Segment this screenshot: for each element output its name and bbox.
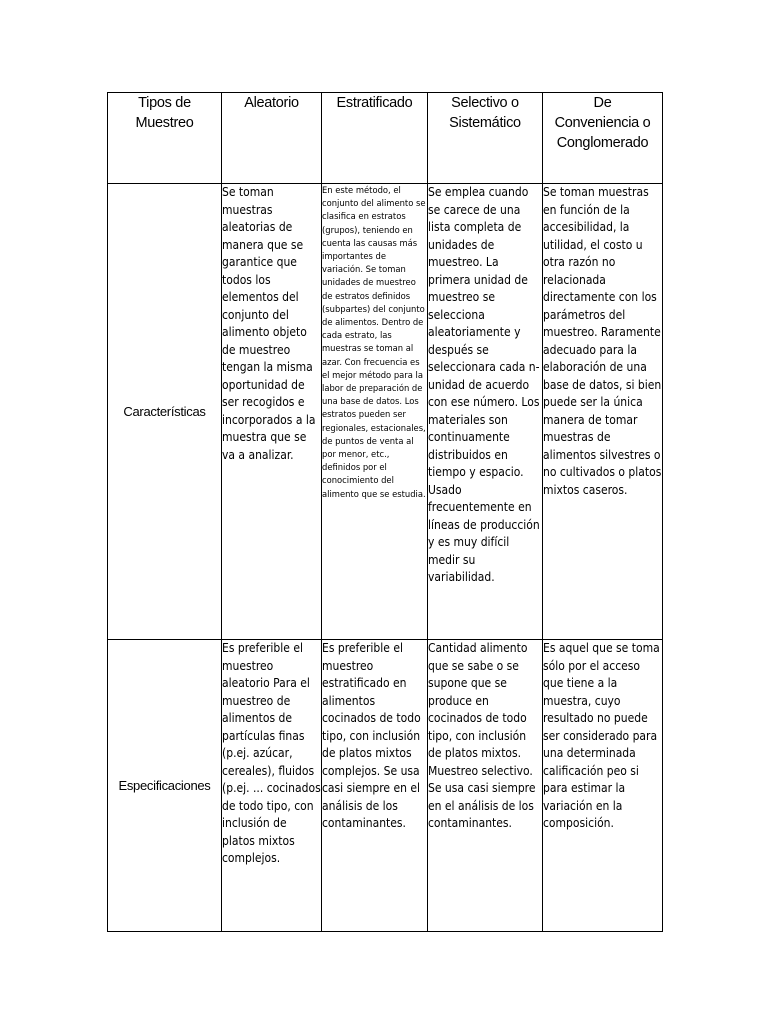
header-conveniencia <box>543 93 663 184</box>
cell-especificaciones-estratificado: Es preferible el muestreo estratificado en alimentos cocinados de todo tipo, con inclusión de platos mixtos complejos. Se usa casi siempre en el análisis de los contaminantes. <box>322 640 428 932</box>
table-row-caracteristicas <box>108 184 663 640</box>
cell-caracteristicas-aleatorio: Se toman muestras aleatorias de manera que se garantice que todos los elementos del conjunto del alimento objeto de muestreo tengan la misma oportunidad de ser recogidos e incorporados a la muestra que se va a analizar. <box>222 184 322 640</box>
header-conv-line1: De <box>593 95 612 111</box>
header-tipos-line2: Muestreo <box>135 115 194 131</box>
cell-especificaciones-selectivo: Cantidad alimento que se sabe o se supone que se produce en cocinados de todo tipo, con inclusión de platos mixtos. Muestreo selectivo. Se usa casi siempre en el análisis de los contaminantes. <box>428 640 543 932</box>
header-tipos-line1: Tipos de <box>138 95 191 111</box>
cell-caracteristicas-conveniencia: Se toman muestras en función de la accesibilidad, la utilidad, el costo u otra razón no relacionada directamente con los parámetros del muestreo. Raramente adecuado para la elaboración de una base de datos, si bien puede ser la única manera de tomar muestras de alimentos silvestres o no cultivados o platos mixtos caseros. <box>543 184 663 640</box>
table-row-especificaciones <box>108 640 663 932</box>
header-row <box>108 93 663 184</box>
header-conv-line2: Conveniencia o <box>554 115 651 131</box>
cell-especificaciones-aleatorio: Es preferible el muestreo aleatorio Para el muestreo de alimentos de partículas finas (p.ej. azúcar, cereales), fluidos (p.ej. ... cocinados de todo tipo, con inclusión de platos mixtos complejos. <box>222 640 322 932</box>
row-label-caracteristicas: Características <box>108 184 222 640</box>
header-conv-line3: Conglomerado <box>556 135 649 151</box>
row-label-especificaciones: Especificaciones <box>108 640 222 932</box>
header-aleatorio: Aleatorio <box>222 93 322 184</box>
header-tipos-de-muestreo <box>108 93 222 184</box>
header-selectivo-line2: Sistemático <box>449 115 521 131</box>
sampling-types-table <box>107 92 663 932</box>
cell-caracteristicas-estratificado: En este método, el conjunto del alimento se clasifica en estratos (grupos), teniendo en cuenta las causas más importantes de variación. Se toman unidades de muestreo de estratos definidos (subpartes) del conjunto de alimentos. Dentro de cada estrato, las muestras se toman al azar. Con frecuencia es el mejor método para la labor de preparación de una base de datos. Los estratos pueden ser regionales, estacionales, de puntos de venta al por menor, etc., definidos por el conocimiento del alimento que se estudia. <box>322 184 428 640</box>
cell-caracteristicas-selectivo: Se emplea cuando se carece de una lista completa de unidades de muestreo. La primera unidad de muestreo se selecciona aleatoriamente y después se seleccionara cada n-unidad de acuerdo con ese número. Los materiales son continuamente distribuidos en tiempo y espacio. Usado frecuentemente en líneas de producción y es muy difícil medir su variabilidad. <box>428 184 543 640</box>
header-selectivo-line1: Selectivo o <box>451 95 519 111</box>
header-selectivo <box>428 93 543 184</box>
cell-especificaciones-conveniencia: Es aquel que se toma sólo por el acceso que tiene a la muestra, cuyo resultado no puede ser considerado para una determinada calificación peo si para estimar la variación en la composición. <box>543 640 663 932</box>
header-estratificado: Estratificado <box>322 93 428 184</box>
